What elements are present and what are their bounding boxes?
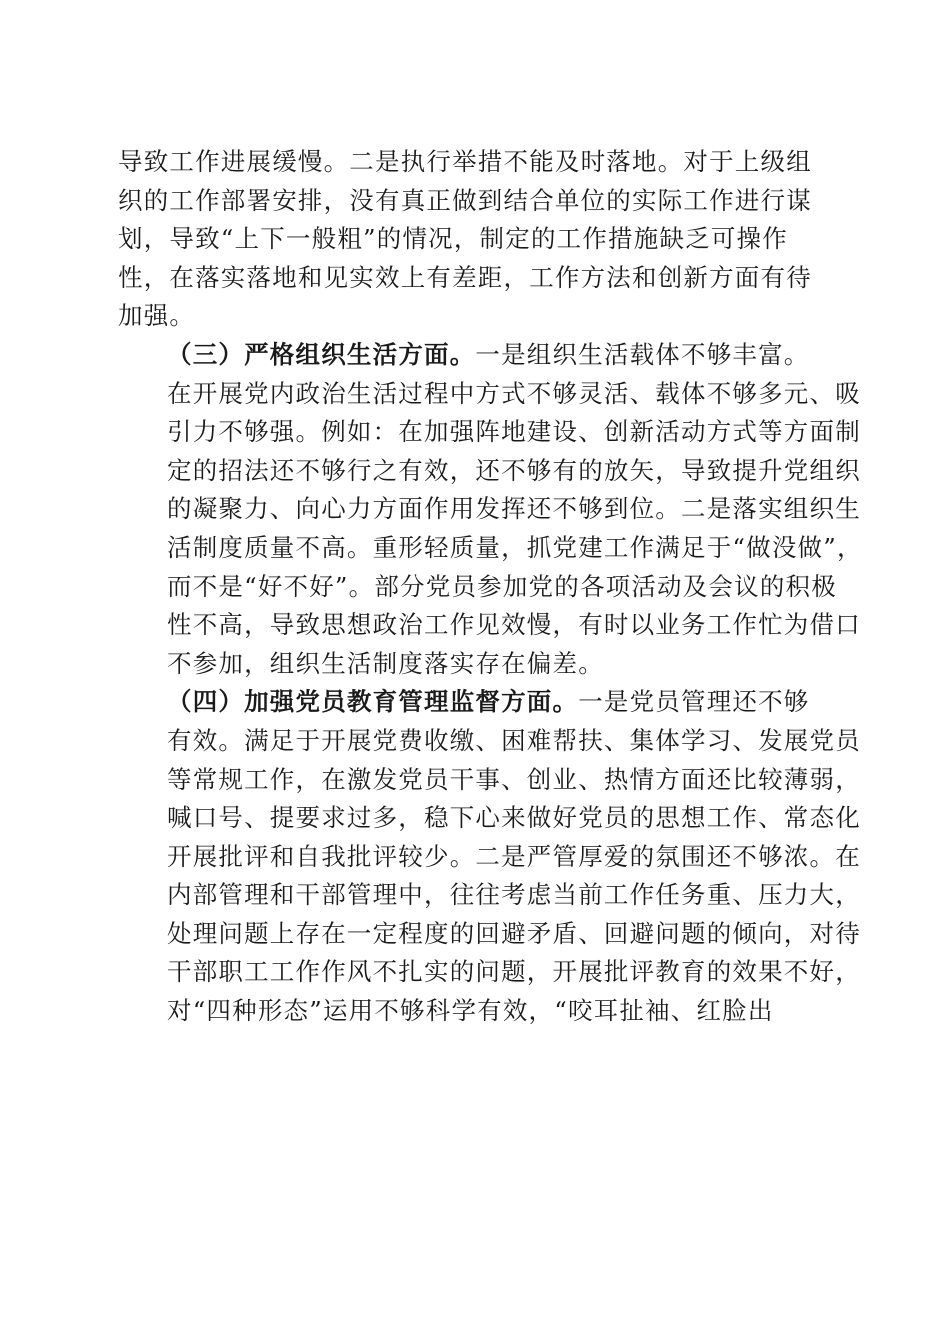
text-line: 性，在落实落地和见实效上有差距，工作方法和创新方面有待 <box>118 262 812 292</box>
text-line: 喊口号、提要求过多，稳下心来做好党员的思想工作、常态化 <box>167 803 861 833</box>
text-run: 一是党员管理还不够 <box>578 687 810 717</box>
text-line: 开展批评和自我批评较少。二是严管厚爱的氛围还不够浓。在 <box>167 841 861 871</box>
paragraph-organization-life <box>118 336 863 683</box>
text-line: 定的招法还不够行之有效，还不够有的放矢，导致提升党组织 <box>167 455 861 485</box>
text-line <box>118 683 830 722</box>
document-body <box>118 143 863 1031</box>
text-line: 而不是“好不好”。部分党员参加党的各项活动及会议的积极 <box>167 571 837 601</box>
paragraph-member-management <box>118 683 861 1030</box>
text-line: 不参加，组织生活制度落实存在偏差。 <box>167 648 604 678</box>
text-line: 性不高，导致思想政治工作见效慢，有时以业务工作忙为借口 <box>167 610 861 640</box>
text-line: 织的工作部署安排，没有真正做到结合单位的实际工作进行谋 <box>118 185 812 215</box>
paragraph-work-progress <box>118 143 830 336</box>
section-heading-three: （三）严格组织生活方面。 <box>167 339 476 369</box>
text-line: 处理问题上存在一定程度的回避矛盾、回避问题的倾向，对待 <box>167 918 861 948</box>
text-line: 对“四种形态”运用不够科学有效，“咬耳扯袖、红脸出 <box>167 996 774 1026</box>
text-line: 等常规工作，在激发党员干事、创业、热情方面还比较薄弱， <box>167 764 861 794</box>
text-line <box>118 336 830 375</box>
section-heading-four: （四）加强党员教育管理监督方面。 <box>167 687 579 717</box>
text-line: 划，导致“上下一般粗”的情况，制定的工作措施缺乏可操作 <box>118 224 788 254</box>
text-run: 一是组织生活载体不够丰富。 <box>475 339 810 369</box>
text-line: 有效。满足于开展党费收缴、困难帮扶、集体学习、发展党员 <box>167 725 861 755</box>
text-line: 的凝聚力、向心力方面作用发挥还不够到位。二是落实组织生 <box>167 494 861 524</box>
text-line: 导致工作进展缓慢。二是执行举措不能及时落地。对于上级组 <box>118 147 812 176</box>
text-line: 干部职工工作作风不扎实的问题，开展批评教育的效果不好， <box>167 957 861 987</box>
text-line: 加强。 <box>118 301 196 331</box>
text-line: 内部管理和干部管理中，往往考虑当前工作任务重、压力大， <box>167 880 861 910</box>
text-line: 活制度质量不高。重形轻质量，抓党建工作满足于“做没做”， <box>167 532 863 562</box>
text-line: 引力不够强。例如：在加强阵地建设、创新活动方式等方面制 <box>167 417 861 447</box>
text-line: 在开展党内政治生活过程中方式不够灵活、载体不够多元、吸 <box>167 378 861 408</box>
